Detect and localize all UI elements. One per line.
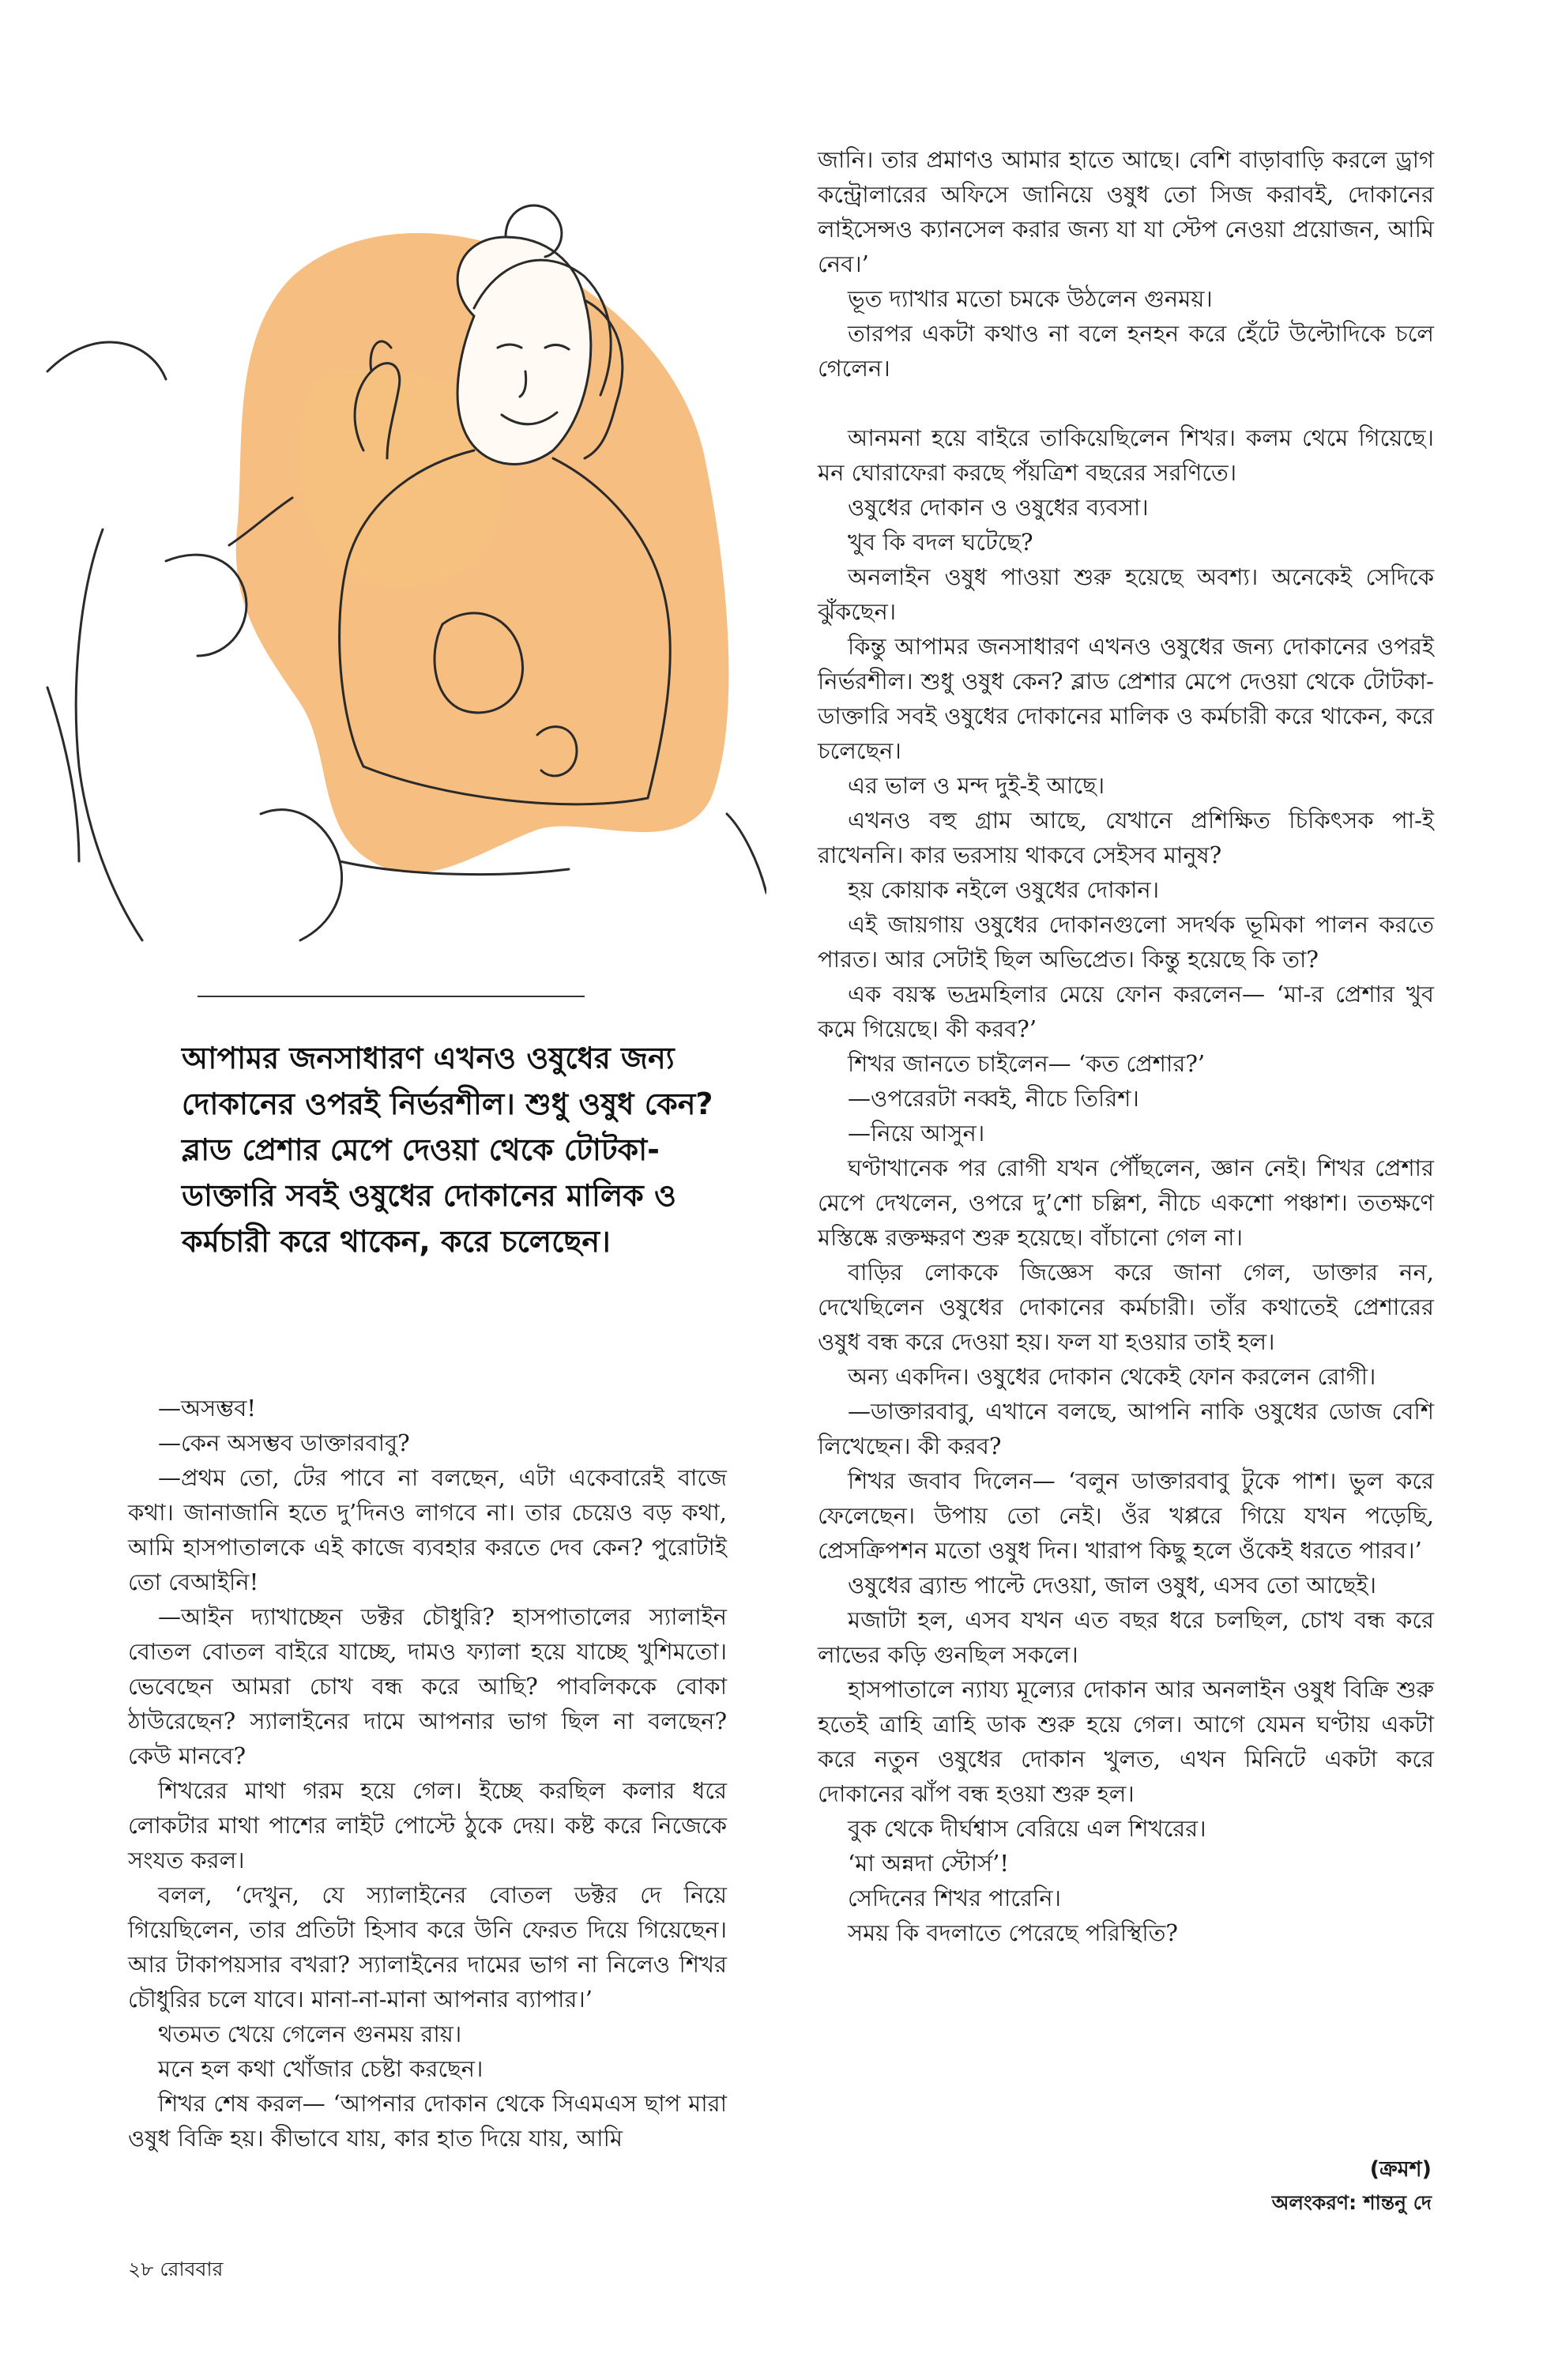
- paragraph: বুক থেকে দীর্ঘশ্বাস বেরিয়ে এল শিখরের।: [848, 1815, 1206, 1842]
- paragraph: সময় কি বদলাতে পেরেছে পরিস্থিতি?: [848, 1919, 1178, 1946]
- paragraph: শিখর জবাব দিলেন— ‘বলুন ডাক্তারবাবু টুকে পাশ। ভুল করে ফেলেছেন। উপায় তো নেই। ওঁর খপ্পরে গিয়ে যখন পড়েছি, প্রেসক্রিপশন মতো ওষুধ দিন। খারাপ কিছু হলে ওঁকেই ধরতে পারব।’: [818, 1467, 1434, 1564]
- paragraph: তারপর একটা কথাও না বলে হনহন করে হেঁটে উল্টোদিকে চলে গেলেন।: [818, 320, 1434, 382]
- paragraph: —কেন অসম্ভব ডাক্তারবাবু?: [158, 1429, 410, 1456]
- page-folio: ২৮ রোববার: [128, 2258, 224, 2280]
- paragraph: বাড়ির লোককে জিজ্ঞেস করে জানা গেল, ডাক্তার নন, দেখেছিলেন ওষুধের দোকানের কর্মচারী। তাঁর কথাতেই প্রেশারের ওষুধ বন্ধ করে দেওয়া হয়। ফল যা হওয়ার তাই হল।: [818, 1259, 1434, 1355]
- paragraph: এই জায়গায় ওষুধের দোকানগুলো সদর্থক ভূমিকা পালন করতে পারত। আর সেটাই ছিল অভিপ্রেত। কিন্তু হয়েছে কি তা?: [818, 911, 1434, 973]
- paragraph: হয় কোয়াক নইলে ওষুধের দোকান।: [848, 876, 1160, 903]
- paragraph: —নিয়ে আসুন।: [848, 1120, 985, 1147]
- paragraph: ওষুধের ব্র্যান্ড পাল্টে দেওয়া, জাল ওষুধ, এসব তো আছেই।: [848, 1572, 1376, 1599]
- left-column: [128, 1391, 727, 2156]
- paragraph: এর ভাল ও মন্দ দুই-ই আছে।: [848, 772, 1105, 799]
- paragraph: অন্য একদিন। ওষুধের দোকান থেকেই ফোন করলেন রোগী।: [848, 1363, 1376, 1390]
- story-illustration: [32, 119, 766, 956]
- pull-quote-text: আপামর জনসাধারণ এখনও ওষুধের জন্য দোকানের ওপরই নির্ভরশীল। শুধু ওষুধ কেন? ব্লাড প্রেশার মেপে দেওয়া থেকে টোটকা-ডাক্তারি সবই ওষুধের দোকানের মালিক ও কর্মচারী করে থাকেন, করে চলেছেন।: [182, 1041, 713, 1259]
- illustration-drawing: [32, 119, 766, 956]
- paragraph: —অসম্ভব!: [158, 1395, 256, 1422]
- paragraph: —ওপরেরটা নব্বই, নীচে তিরিশ।: [848, 1085, 1139, 1112]
- paragraph: শিখর শেষ করল— ‘আপনার দোকান থেকে সিএমএস ছাপ মারা ওষুধ বিক্রি হয়। কীভাবে যায়, কার হাত দিয়ে যায়, আমি: [128, 2090, 727, 2152]
- paragraph: মজাটা হল, এসব যখন এত বছর ধরে চলছিল, চোখ বন্ধ করে লাভের কড়ি গুনছিল সকলে।: [818, 1606, 1434, 1668]
- paragraph: —ডাক্তারবাবু, এখানে বলছে, আপনি নাকি ওষুধের ডোজ বেশি লিখেছেন। কী করব?: [818, 1398, 1434, 1459]
- paragraph: জানি। তার প্রমাণও আমার হাতে আছে। বেশি বাড়াবাড়ি করলে ড্রাগ কন্ট্রোলারের অফিসে জানিয়ে ওষুধ তো সিজ করাবই, দোকানের লাইসেন্সও ক্যানসেল করার জন্য যা যা স্টেপ নেওয়া প্রয়োজন, আমি নেব।’: [818, 146, 1434, 277]
- paragraph: সেদিনের শিখর পারেনি।: [848, 1885, 1061, 1911]
- illustration-credit: অলংকরণ: শান্তনু দে: [1271, 2191, 1432, 2214]
- paragraph: —প্রথম তো, টের পাবে না বলছেন, এটা একেবারেই বাজে কথা। জানাজানি হতে দু’দিনও লাগবে না। তার চেয়েও বড় কথা, আমি হাসপাতালকে এই কাজে ব্যবহার করতে দেব কেন? পুরোটাই তো বেআইনি!: [128, 1464, 727, 1595]
- paragraph: শিখরের মাথা গরম হয়ে গেল। ইচ্ছে করছিল কলার ধরে লোকটার মাথা পাশের লাইট পোস্টে ঠুকে দেয়। কষ্ট করে নিজেকে সংযত করল।: [128, 1777, 727, 1873]
- paragraph: মনে হল কথা খোঁজার চেষ্টা করছেন।: [158, 2055, 484, 2082]
- paragraph: অনলাইন ওষুধ পাওয়া শুরু হয়েছে অবশ্য। অনেকেই সেদিকে ঝুঁকছেন।: [818, 563, 1434, 625]
- paragraph: ওষুধের দোকান ও ওষুধের ব্যবসা।: [848, 494, 1149, 521]
- paragraph: শিখর জানতে চাইলেন— ‘কত প্রেশার?’: [848, 1050, 1206, 1077]
- paragraph: এখনও বহু গ্রাম আছে, যেখানে প্রশিক্ষিত চিকিৎসক পা-ই রাখেননি। কার ভরসায় থাকবে সেইসব মানুষ?: [818, 807, 1434, 868]
- paragraph: হাসপাতালে ন্যায্য মূল্যের দোকান আর অনলাইন ওষুধ বিক্রি শুরু হতেই ত্রাহি ত্রাহি ডাক শুরু হয়ে গেল। আগে যেমন ঘণ্টায় একটা করে নতুন ওষুধের দোকান খুলত, এখন মিনিটে একটা করে দোকানের ঝাঁপ বন্ধ হওয়া শুরু হল।: [818, 1676, 1434, 1807]
- right-column: [818, 142, 1434, 1950]
- pull-quote-rule: [198, 996, 585, 997]
- paragraph: বলল, ‘দেখুন, যে স্যালাইনের বোতল ডক্টর দে নিয়ে গিয়েছিলেন, তার প্রতিটা হিসাব করে উনি ফেরত দিয়ে গিয়েছেন। আর টাকাপয়সার বখরা? স্যালাইনের দামের ভাগ না নিলেও শিখর চৌধুরির চলে যাবে। মানা-না-মানা আপনার ব্যাপার।’: [128, 1881, 727, 2013]
- pull-quote: [182, 1035, 735, 1264]
- paragraph: এক বয়স্ক ভদ্রমহিলার মেয়ে ফোন করলেন— ‘মা-র প্রেশার খুব কমে গিয়েছে। কী করব?’: [818, 981, 1434, 1042]
- paragraph: খুব কি বদল ঘটেছে?: [848, 529, 1033, 555]
- paragraph: আনমনা হয়ে বাইরে তাকিয়েছিলেন শিখর। কলম থেমে গিয়েছে। মন ঘোরাফেরা করছে পঁয়ত্রিশ বছরের সরণিতে।: [818, 424, 1434, 486]
- paragraph: থতমত খেয়ে গেলেন গুনময় রায়।: [158, 2020, 462, 2047]
- paragraph: ভূত দ্যাখার মতো চমকে উঠলেন গুনময়।: [848, 285, 1213, 312]
- continued-label: (ক্রমশ): [1369, 2157, 1432, 2182]
- paragraph: কিন্তু আপামর জনসাধারণ এখনও ওষুধের জন্য দোকানের ওপরই নির্ভরশীল। শুধু ওষুধ কেন? ব্লাড প্রেশার মেপে দেওয়া থেকে টোটকা-ডাক্তারি সবই ওষুধের দোকানের মালিক ও কর্মচারী করে থাকেন, করে চলেছেন।: [818, 633, 1434, 764]
- paragraph: ‘মা অন্নদা স্টোর্স’!: [848, 1850, 1010, 1877]
- paragraph: —আইন দ্যাখাচ্ছেন ডক্টর চৌধুরি? হাসপাতালের স্যালাইন বোতল বোতল বাইরে যাচ্ছে, দামও ফ্যালা হয়ে যাচ্ছে খুশিমতো। ভেবেছেন আমরা চোখ বন্ধ করে আছি? পাবলিককে বোকা ঠাউরেছেন? স্যালাইনের দামে আপনার ভাগ ছিল না বলছেন? কেউ মানবে?: [128, 1603, 727, 1769]
- paragraph: ঘণ্টাখানেক পর রোগী যখন পৌঁছলেন, জ্ঞান নেই। শিখর প্রেশার মেপে দেখলেন, ওপরে দু’শো চল্লিশ, নীচে একশো পঞ্চাশ। ততক্ষণে মস্তিষ্কে রক্তক্ষরণ শুরু হয়েছে। বাঁচানো গেল না।: [818, 1154, 1434, 1251]
